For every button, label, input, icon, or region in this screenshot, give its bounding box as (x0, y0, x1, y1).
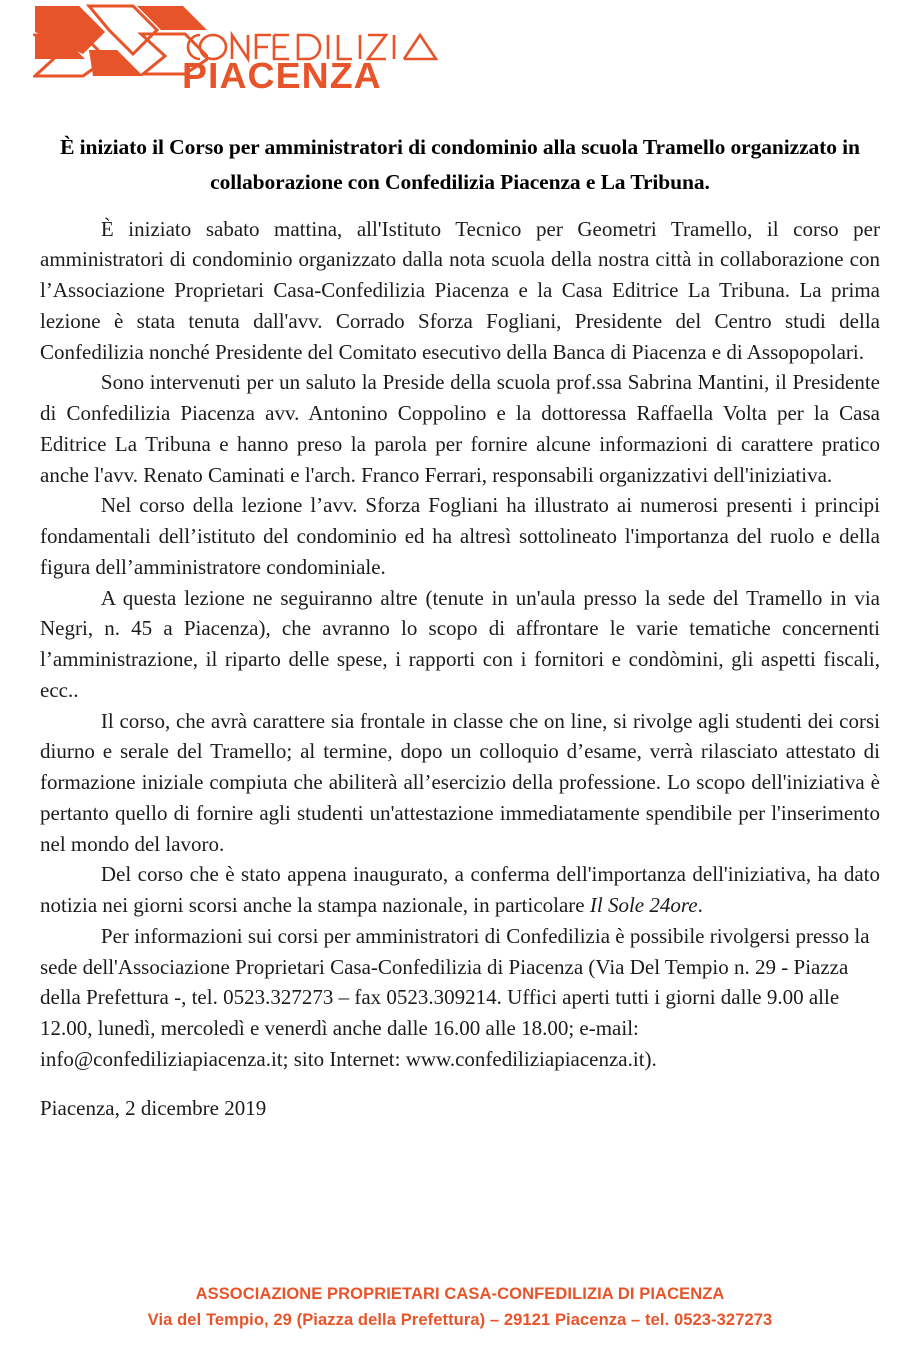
page-footer (0, 1282, 920, 1334)
press-text-after: . (697, 893, 703, 918)
footer-organization-name: ASSOCIAZIONE PROPRIETARI CASA-CONFEDILIZIA DI PIACENZA (195, 1284, 725, 1303)
article-paragraph: Sono intervenuti per un saluto la Preside della scuola prof.ssa Sabrina Mantini, il Presidente di Confedilizia Piacenza avv. Antonino Coppolino e la dottoressa Raffaella Volta per la Casa Editrice La Tribuna e hanno preso la parola per fornire alcune informazioni di carattere pratico anche l'avv. Renato Caminati e l'arch. Franco Ferrari, responsabili organizzativi dell'iniziativa. (40, 370, 880, 487)
logo-city-label: PIACENZA (182, 55, 382, 96)
article-paragraph: È iniziato sabato mattina, all'Istituto Tecnico per Geometri Tramello, il corso per amministratori di condominio organizzato dalla nota scuola della nostra città in collaborazione con l’Associazione Proprietari Casa-Confedilizia Piacenza e la Casa Editrice La Tribuna. La prima lezione è stata tenuta dall'avv. Corrado Sforza Fogliani, Presidente del Centro studi della Confedilizia nonché Presidente del Comitato esecutivo della Banca di Piacenza e di Assopopolari. (40, 216, 880, 364)
footer-address-line: Via del Tempio, 29 (Piazza della Prefettura) – 29121 Piacenza – tel. 0523-327273 (147, 1311, 773, 1330)
confedilizia-piacenza-logo (30, 0, 450, 100)
article-paragraph-press (40, 859, 880, 921)
press-text-before: Del corso che è stato appena inaugurato, a conferma dell'importanza dell'iniziativa, ha dato notizia nei giorni scorsi anche la stampa nazionale, in particolare (40, 862, 880, 918)
article-paragraph: A questa lezione ne seguiranno altre (tenute in un'aula presso la sede del Tramello in via Negri, n. 45 a Piacenza), che avranno lo scopo di affrontare le varie tematiche concernenti l’amministrazione, il riparto delle spese, i rapporti con i fornitori e condòmini, gli aspetti fiscali, ecc.. (40, 585, 880, 702)
article-body (40, 214, 880, 1075)
press-publication-name: Il Sole 24ore (589, 893, 698, 918)
article-paragraph-info: Per informazioni sui corsi per amministratori di Confedilizia è possibile rivolgersi presso la sede dell'Associazione Proprietari Casa-Confedilizia di Piacenza (Via Del Tempio n. 29 - Piazza della Prefettura -, tel. 0523.327273 – fax 0523.309214. Uffici aperti tutti i giorni dalle 9.00 alle 12.00, lunedì, mercoledì e venerdì anche dalle 16.00 alle 18.00; e-mail: info@confediliziapiacenza.it; sito Internet: www.confediliziapiacenza.it). (40, 923, 870, 1071)
article-paragraph: Il corso, che avrà carattere sia frontale in classe che on line, si rivolge agli studenti dei corsi diurno e serale del Tramello; al termine, dopo un colloquio d’esame, verrà rilasciato attestato di formazione iniziale compiuta che abiliterà all’esercizio della professione. Lo scopo dell'iniziativa è pertanto quello di fornire agli studenti un'attestazione immediatamente spendibile per l'inserimento nel mondo del lavoro. (40, 708, 880, 856)
article-paragraph: Nel corso della lezione l’avv. Sforza Fogliani ha illustrato ai numerosi presenti i principi fondamentali dell’istituto del condominio ed ha altresì sottolineato l'importanza del ruolo e della figura dell’amministratore condominiale. (40, 493, 880, 579)
dateline: Piacenza, 2 dicembre 2019 (40, 1095, 267, 1120)
page-header (0, 0, 920, 108)
page-title: È iniziato il Corso per amministratori di condominio alla scuola Tramello organizzato in collaborazione con Confedilizia Piacenza e La Tribuna. (60, 135, 860, 194)
